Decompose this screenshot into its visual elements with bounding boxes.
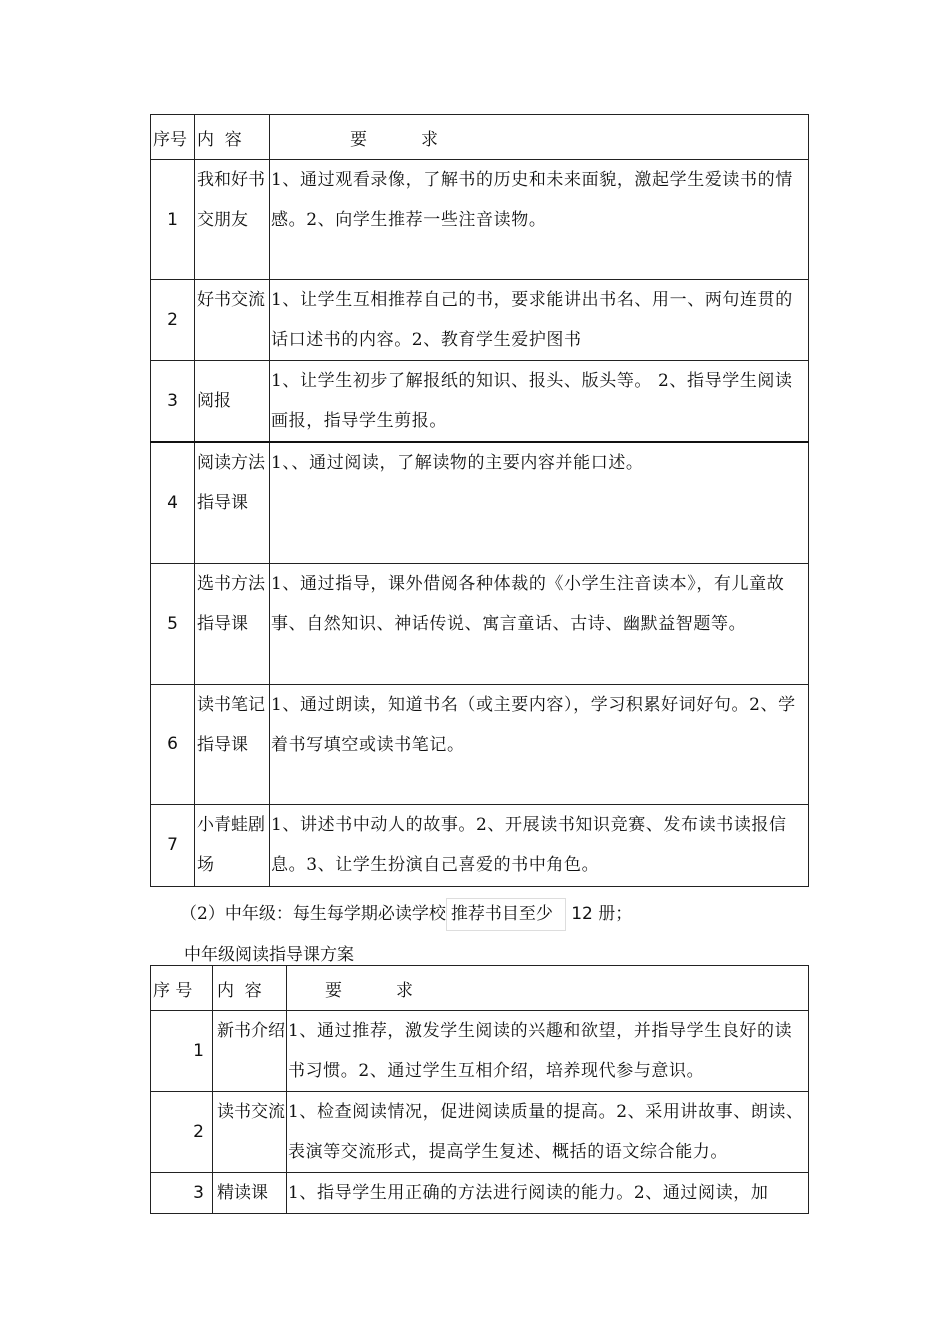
row-requirement: 1、通过观看录像，了解书的历史和未来面貌，激起学生爱读书的情感。2、向学生推荐一些注音读物。	[270, 160, 809, 280]
row-num: 6	[151, 684, 195, 804]
table-row	[151, 442, 809, 563]
header-num: 序 号	[151, 966, 213, 1011]
row-title: 我和好书交朋友	[195, 160, 270, 280]
paragraph-highlight-box: 推荐书目至少	[446, 898, 566, 931]
row-requirement: 1、讲述书中动人的故事。2、开展读书知识竞赛、发布读书读报信息。3、让学生扮演自己喜爱的书中角色。	[270, 804, 809, 886]
table-row	[151, 280, 809, 361]
row-num: 4	[151, 442, 195, 563]
table-row	[151, 804, 809, 886]
row-num: 2	[151, 280, 195, 361]
row-num: 7	[151, 804, 195, 886]
reading-plan-table-lower	[150, 114, 809, 887]
grade-requirement-paragraph	[180, 898, 632, 931]
row-requirement: 1、通过指导，课外借阅各种体裁的《小学生注音读本》，有儿童故事、自然知识、神话传说、寓言童话、古诗、幽默益智题等。	[270, 563, 809, 684]
table-row	[151, 1173, 809, 1214]
row-title: 新书介绍	[213, 1011, 287, 1092]
reading-plan-table-middle	[150, 965, 809, 1214]
row-requirement: 1、让学生互相推荐自己的书，要求能讲出书名、用一、两句连贯的话口述书的内容。2、教育学生爱护图书	[270, 280, 809, 361]
row-requirement: 1、指导学生用正确的方法进行阅读的能力。2、通过阅读，加	[287, 1173, 809, 1214]
row-num: 1	[151, 1011, 213, 1092]
header-content: 内 容	[213, 966, 287, 1011]
paragraph-text-part1: （2）中年级：每生每学期必读学校	[180, 904, 446, 924]
row-num: 2	[151, 1092, 213, 1173]
table-row	[151, 563, 809, 684]
row-requirement: 1、通过朗读，知道书名（或主要内容），学习积累好词好句。2、学着书写填空或读书笔记。	[270, 684, 809, 804]
row-requirement: 1、检查阅读情况，促进阅读质量的提高。2、采用讲故事、朗读、表演等交流形式，提高学生复述、概括的语文综合能力。	[287, 1092, 809, 1173]
table-row	[151, 361, 809, 443]
row-title: 精读课	[213, 1173, 287, 1214]
table-header-row	[151, 966, 809, 1011]
row-title: 阅报	[195, 361, 270, 443]
row-requirement: 1、、通过阅读，了解读物的主要内容并能口述。	[270, 442, 809, 563]
table-row	[151, 684, 809, 804]
header-requirement: 要 求	[270, 115, 809, 160]
row-num: 3	[151, 1173, 213, 1214]
row-num: 1	[151, 160, 195, 280]
row-requirement: 1、通过推荐，激发学生阅读的兴趣和欲望，并指导学生良好的读书习惯。2、通过学生互相介绍，培养现代参与意识。	[287, 1011, 809, 1092]
row-title: 阅读方法指导课	[195, 442, 270, 563]
header-requirement: 要 求	[287, 966, 809, 1011]
section-subtitle: 中年级阅读指导课方案	[184, 945, 354, 965]
row-title: 选书方法指导课	[195, 563, 270, 684]
table-row	[151, 160, 809, 280]
header-content: 内 容	[195, 115, 270, 160]
table-row	[151, 1092, 809, 1173]
table-row	[151, 1011, 809, 1092]
row-title: 好书交流	[195, 280, 270, 361]
header-num: 序号	[151, 115, 195, 160]
row-num: 5	[151, 563, 195, 684]
table-header-row	[151, 115, 809, 160]
row-title: 小青蛙剧场	[195, 804, 270, 886]
row-num: 3	[151, 361, 195, 443]
paragraph-text-part3: 12 册；	[571, 904, 633, 924]
row-title: 读书笔记指导课	[195, 684, 270, 804]
row-title: 读书交流	[213, 1092, 287, 1173]
row-requirement: 1、让学生初步了解报纸的知识、报头、版头等。 2、指导学生阅读画报，指导学生剪报。	[270, 361, 809, 443]
